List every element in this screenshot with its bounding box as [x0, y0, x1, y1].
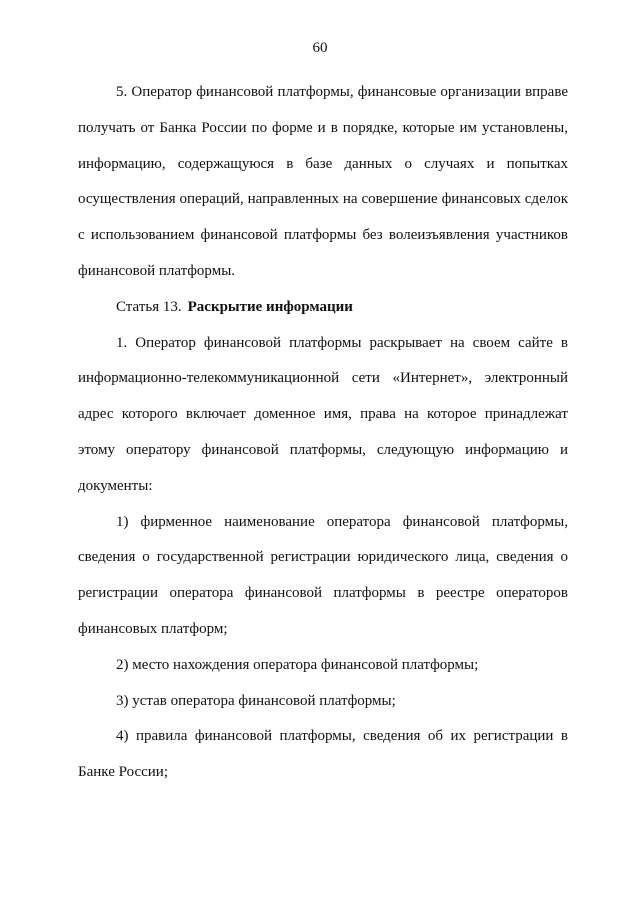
document-body [78, 75, 568, 791]
list-item-4: 4) правила финансовой платформы, сведения об их регистрации в Банке России; [78, 728, 568, 781]
page-number: 60 [312, 40, 328, 56]
article-13-part-1: 1. Оператор финансовой платформы раскрывает на своем сайте в информационно-телекоммуникационной сети «Интернет», электронный адрес которого включает доменное имя, права на которое принадлежат этому оператору финансовой платформы, следующую информацию и документы: [78, 334, 568, 494]
article-13-heading [78, 290, 568, 326]
article-label: Статья 13. [116, 298, 182, 315]
article-title: Раскрытие информации [187, 298, 353, 315]
paragraph-5: 5. Оператор финансовой платформы, финансовые организации вправе получать от Банка России по форме и в порядке, которые им установлены, информацию, содержащуюся в базе данных о случаях и попытках осуществления операций, направленных на совершение финансовых сделок с использованием финансовой платформы без волеизъявления участников финансовой платформы. [78, 84, 568, 279]
list-item-3: 3) устав оператора финансовой платформы; [116, 692, 396, 709]
list-item-2: 2) место нахождения оператора финансовой платформы; [116, 656, 479, 673]
list-item-1: 1) фирменное наименование оператора финансовой платформы, сведения о государственной регистрации юридического лица, сведения о регистрации оператора финансовой платформы в реестре операторов финансовых платформ; [78, 513, 568, 637]
